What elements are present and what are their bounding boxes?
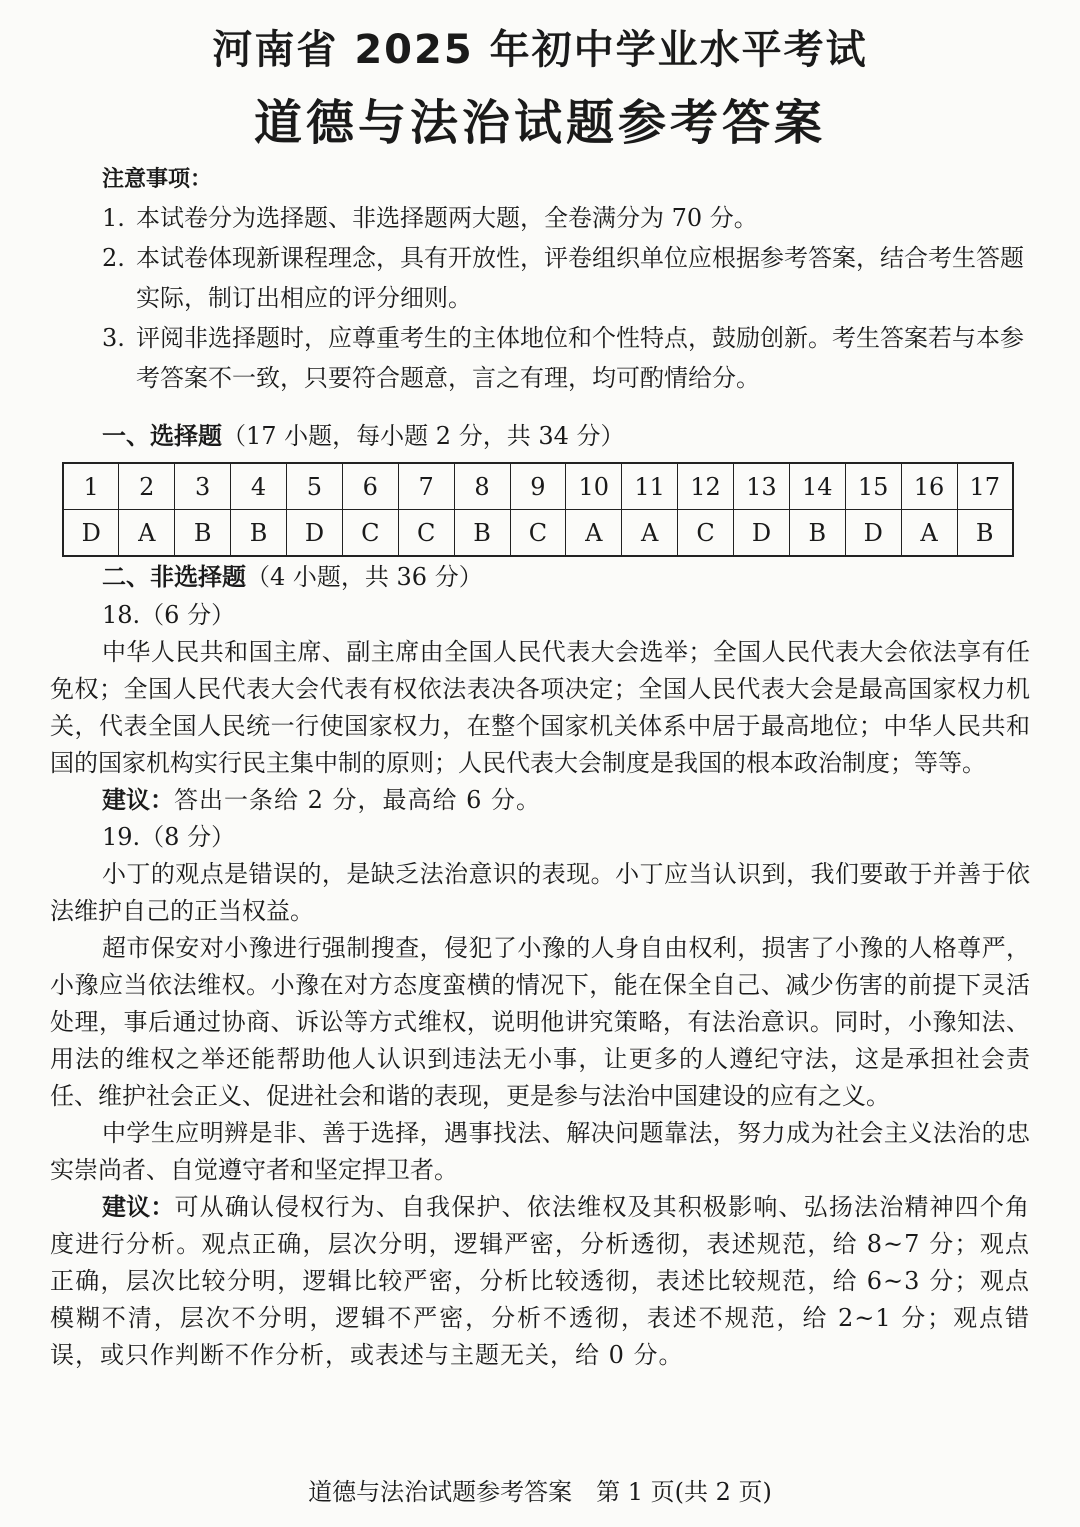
answer-cell: B [231,510,287,557]
notice-item-text: 本试卷分为选择题、非选择题两大题，全卷满分为 70 分。 [136,204,758,232]
suggestion-label: 建议： [102,1193,175,1221]
notice-item [50,318,1030,398]
question-number-cell: 4 [231,463,287,510]
question-19-heading: 19.（8 分） [102,823,236,851]
question-number-cell: 14 [789,463,845,510]
question-number-cell: 3 [175,463,231,510]
notice-heading: 注意事项： [102,167,213,192]
answer-cell: D [734,510,790,557]
answer-cell: D [63,510,119,557]
section-open-title: 二、非选择题 [102,563,246,591]
suggestion-text: 可从确认侵权行为、自我保护、依法维权及其积极影响、弘扬法治精神四个角度进行分析。观点正确，层次分明，逻辑严密，分析透彻，表述规范，给 8~7 分；观点正确，层次比较分明，逻辑比较严密，分析比较透彻，表述比较规范，给 6~3 分；观点模糊不清，层次不分明，逻辑不严密，分析不透彻，表述不规范，给 2~1 分；观点错误，或只作判断不作分析，或表述与主题无关，给 0 分。 [50,1193,1030,1369]
answer-cell: D [845,510,901,557]
question-number-cell: 6 [342,463,398,510]
notice-item-number: 3. [102,324,125,352]
question-19-suggestion [50,1189,1030,1374]
answer-cell: A [622,510,678,557]
question-19-paragraph: 小丁的观点是错误的，是缺乏法治意识的表现。小丁应当认识到，我们要敢于并善于依法维护自己的正当权益。 [50,860,1030,925]
question-18-suggestion [50,782,1030,819]
question-number-cell: 10 [566,463,622,510]
section-choice-heading [102,416,1030,456]
answer-cell: A [119,510,175,557]
question-number-cell: 13 [734,463,790,510]
section-open-note: （4 小题，共 36 分） [246,563,483,591]
question-number-cell: 16 [901,463,957,510]
notice-item-text: 评阅非选择题时，应尊重考生的主体地位和个性特点，鼓励创新。考生答案若与本参考答案不一致，只要符合题意，言之有理，均可酌情给分。 [136,324,1024,392]
answer-row [63,510,1013,557]
question-number-cell: 11 [622,463,678,510]
answer-cell: C [398,510,454,557]
question-number-cell: 5 [287,463,343,510]
question-number-row [63,463,1013,510]
answer-cell: B [175,510,231,557]
answer-table [62,462,1014,557]
section-choice-title: 一、选择题 [102,422,222,450]
notice-item-text: 本试卷体现新课程理念，具有开放性，评卷组织单位应根据参考答案，结合考生答题实际，制订出相应的评分细则。 [136,244,1024,312]
answer-cell: B [454,510,510,557]
question-18-answer: 中华人民共和国主席、副主席由全国人民代表大会选举；全国人民代表大会依法享有任免权；全国人民代表大会代表有权依法表决各项决定；全国人民代表大会是最高国家权力机关，代表全国人民统一行使国家权力，在整个国家机关体系中居于最高地位；中华人民共和国的国家机构实行民主集中制的原则；人民代表大会制度是我国的根本政治制度；等等。 [50,638,1030,777]
question-19-paragraph: 中学生应明辨是非、善于选择，遇事找法、解决问题靠法，努力成为社会主义法治的忠实崇尚者、自觉遵守者和坚定捍卫者。 [50,1119,1030,1184]
question-19-paragraph: 超市保安对小豫进行强制搜查，侵犯了小豫的人身自由权利，损害了小豫的人格尊严，小豫应当依法维权。小豫在对方态度蛮横的情况下，能在保全自己、减少伤害的前提下灵活处理，事后通过协商、诉讼等方式维权，说明他讲究策略，有法治意识。同时，小豫知法、用法的维权之举还能帮助他人认识到违法无小事，让更多的人遵纪守法，这是承担社会责任、维护社会正义、促进社会和谐的表现，更是参与法治中国建设的应有之义。 [50,934,1030,1110]
answer-cell: C [510,510,566,557]
question-number-cell: 15 [845,463,901,510]
answer-cell: B [957,510,1013,557]
document-body [50,162,1030,1374]
question-number-cell: 2 [119,463,175,510]
suggestion-label: 建议： [102,786,174,814]
notice-item [50,238,1030,318]
question-18-heading: 18.（6 分） [102,601,236,629]
page-footer: 道德与法治试题参考答案 第 1 页(共 2 页) [308,1478,772,1506]
document-subtitle: 道德与法治试题参考答案 [253,95,826,151]
question-number-cell: 7 [398,463,454,510]
question-number-cell: 17 [957,463,1013,510]
question-number-cell: 8 [454,463,510,510]
answer-cell: D [287,510,343,557]
answer-cell: A [901,510,957,557]
answer-cell: B [789,510,845,557]
answer-cell: A [566,510,622,557]
question-number-cell: 1 [63,463,119,510]
notice-item [50,198,1030,238]
question-number-cell: 12 [678,463,734,510]
section-choice-note: （17 小题，每小题 2 分，共 34 分） [222,422,625,450]
suggestion-text: 答出一条给 2 分，最高给 6 分。 [174,786,542,814]
answer-cell: C [678,510,734,557]
notice-item-number: 2. [102,244,125,272]
notice-list [50,198,1030,398]
notice-item-number: 1. [102,204,125,232]
exam-title: 河南省 2025 年初中学业水平考试 [212,27,868,73]
section-open-heading [102,557,1030,597]
question-number-cell: 9 [510,463,566,510]
answer-cell: C [342,510,398,557]
